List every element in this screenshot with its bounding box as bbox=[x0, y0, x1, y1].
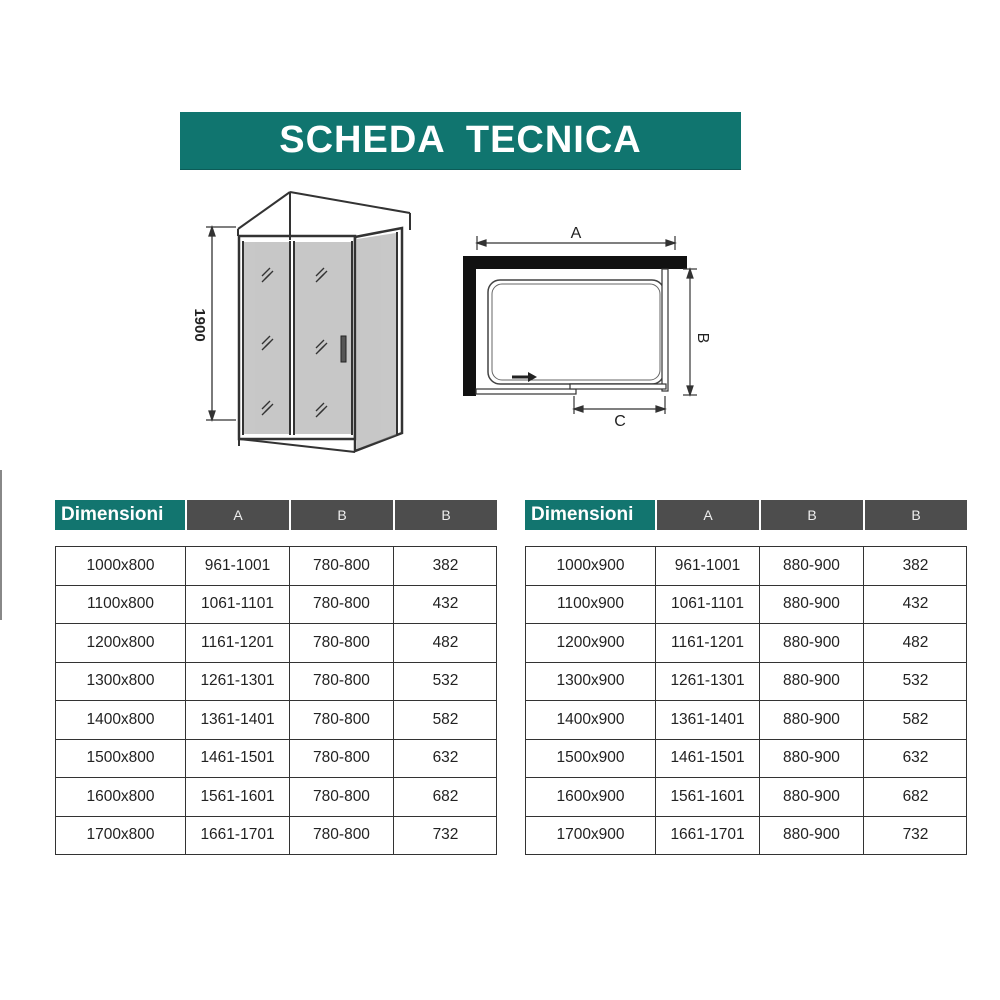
table-cell: 382 bbox=[863, 547, 967, 585]
table-cell: 432 bbox=[863, 586, 967, 624]
dimension-b-label: B bbox=[694, 332, 711, 344]
table-row bbox=[526, 740, 966, 779]
table-cell: 732 bbox=[393, 817, 497, 855]
table-cell: 1461-1501 bbox=[655, 740, 759, 778]
table-row bbox=[56, 778, 496, 817]
table-cell: 880-900 bbox=[759, 547, 863, 585]
table-body bbox=[525, 546, 967, 855]
header-dimensioni: Dimensioni bbox=[55, 500, 185, 530]
table-cell: 1661-1701 bbox=[185, 817, 289, 855]
dimension-a-label: A bbox=[570, 225, 582, 242]
table-cell: 1261-1301 bbox=[185, 663, 289, 701]
header-cell: B bbox=[289, 500, 393, 530]
table-cell: 532 bbox=[863, 663, 967, 701]
table-cell: 1700x800 bbox=[86, 826, 155, 844]
table-cell: 780-800 bbox=[289, 740, 393, 778]
table-cell: 780-800 bbox=[289, 778, 393, 816]
table-cell: 682 bbox=[393, 778, 497, 816]
table-header bbox=[55, 500, 497, 530]
table-row bbox=[56, 740, 496, 779]
table-cell: 880-900 bbox=[759, 778, 863, 816]
table-cell: 880-900 bbox=[759, 740, 863, 778]
header-cell: B bbox=[393, 500, 497, 530]
table-cell: 482 bbox=[393, 624, 497, 662]
table-cell: 780-800 bbox=[289, 663, 393, 701]
table-cell: 582 bbox=[393, 701, 497, 739]
table-cell: 1300x800 bbox=[86, 672, 155, 690]
table-cell: 632 bbox=[863, 740, 967, 778]
table-cell: 1600x800 bbox=[86, 787, 155, 805]
table-cell: 382 bbox=[393, 547, 497, 585]
table-cell: 780-800 bbox=[289, 701, 393, 739]
table-cell: 1461-1501 bbox=[185, 740, 289, 778]
table-cell: 632 bbox=[393, 740, 497, 778]
dimension-c-label: C bbox=[614, 413, 626, 430]
table-cell: 1361-1401 bbox=[655, 701, 759, 739]
table-row bbox=[56, 624, 496, 663]
table-cell: 780-800 bbox=[289, 817, 393, 855]
table-cell: 1200x800 bbox=[86, 633, 155, 651]
table-row bbox=[526, 663, 966, 702]
table-row bbox=[526, 624, 966, 663]
table-cell: 1561-1601 bbox=[655, 778, 759, 816]
table-cell: 1300x900 bbox=[556, 672, 625, 690]
table-cell: 432 bbox=[393, 586, 497, 624]
header-cell: A bbox=[655, 500, 759, 530]
dimensions-table-900 bbox=[525, 500, 967, 855]
table-cell: 1661-1701 bbox=[655, 817, 759, 855]
table-cell: 880-900 bbox=[759, 817, 863, 855]
table-cell: 1261-1301 bbox=[655, 663, 759, 701]
table-row bbox=[56, 663, 496, 702]
table-row bbox=[526, 547, 966, 586]
table-cell: 1061-1101 bbox=[185, 586, 289, 624]
table-cell: 532 bbox=[393, 663, 497, 701]
table-cell: 780-800 bbox=[289, 624, 393, 662]
table-cell: 1561-1601 bbox=[185, 778, 289, 816]
table-cell: 880-900 bbox=[759, 586, 863, 624]
table-row bbox=[56, 817, 496, 855]
table-cell: 1000x800 bbox=[86, 556, 155, 574]
table-cell: 1600x900 bbox=[556, 787, 625, 805]
header-cell: A bbox=[185, 500, 289, 530]
table-cell: 682 bbox=[863, 778, 967, 816]
table-cell: 780-800 bbox=[289, 547, 393, 585]
table-cell: 482 bbox=[863, 624, 967, 662]
table-body bbox=[55, 546, 497, 855]
table-row bbox=[526, 778, 966, 817]
table-cell: 1161-1201 bbox=[185, 624, 289, 662]
table-cell: 1100x900 bbox=[557, 595, 624, 613]
table-cell: 1061-1101 bbox=[655, 586, 759, 624]
table-cell: 880-900 bbox=[759, 701, 863, 739]
table-row bbox=[56, 586, 496, 625]
table-cell: 1361-1401 bbox=[185, 701, 289, 739]
table-cell: 880-900 bbox=[759, 663, 863, 701]
table-cell: 732 bbox=[863, 817, 967, 855]
table-cell: 1400x900 bbox=[556, 710, 625, 728]
header-cell: B bbox=[863, 500, 967, 530]
table-cell: 780-800 bbox=[289, 586, 393, 624]
table-cell: 582 bbox=[863, 701, 967, 739]
dimensions-table-800 bbox=[55, 500, 497, 855]
table-row bbox=[56, 701, 496, 740]
table-cell: 1161-1201 bbox=[655, 624, 759, 662]
table-row bbox=[56, 547, 496, 586]
table-cell: 1400x800 bbox=[86, 710, 155, 728]
table-row bbox=[526, 586, 966, 625]
table-cell: 1200x900 bbox=[556, 633, 625, 651]
table-row bbox=[526, 817, 966, 855]
table-cell: 961-1001 bbox=[655, 547, 759, 585]
table-cell: 1000x900 bbox=[556, 556, 625, 574]
header-dimensioni: Dimensioni bbox=[525, 500, 655, 530]
page-title: SCHEDA TECNICA bbox=[279, 119, 642, 161]
header-cell: B bbox=[759, 500, 863, 530]
table-cell: 880-900 bbox=[759, 624, 863, 662]
table-cell: 1500x900 bbox=[556, 749, 625, 767]
table-row bbox=[526, 701, 966, 740]
table-cell: 1700x900 bbox=[556, 826, 625, 844]
table-cell: 961-1001 bbox=[185, 547, 289, 585]
table-cell: 1100x800 bbox=[87, 595, 154, 613]
table-header bbox=[525, 500, 967, 530]
table-cell: 1500x800 bbox=[86, 749, 155, 767]
height-label: 1900 bbox=[191, 308, 208, 342]
